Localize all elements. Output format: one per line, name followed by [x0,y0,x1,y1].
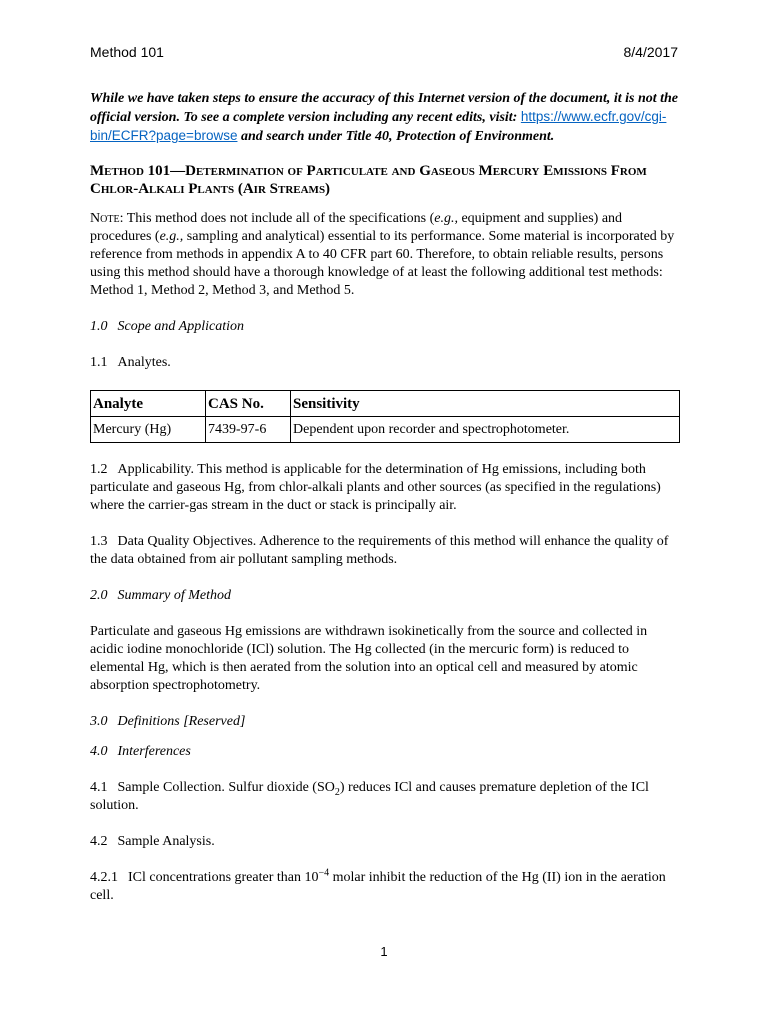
analytes-table [90,390,680,443]
section-title: Summary of Method [117,588,232,603]
note-eg: e.g., [434,211,458,226]
note-text: equipment and supplies) and procedures ( [90,211,623,244]
subsection-4-2 [90,833,680,851]
subsection-number: 4.2 [90,834,108,849]
section-heading-summary [90,587,680,605]
section-number: 2.0 [90,588,108,603]
section-title: Scope and Application [117,319,244,334]
table-cell: 7439-97-6 [206,417,291,443]
table-cell: Dependent upon recorder and spectrophotometer. [291,417,680,443]
note-label: Note [90,211,120,226]
note-paragraph [90,210,680,300]
table-row [91,417,680,443]
subsection-text: molar inhibit the reduction of the Hg (II) ion in the aeration cell. [90,870,666,903]
note-eg: e.g., [159,229,184,244]
document-body [90,90,680,923]
subsection-1-3 [90,533,680,569]
table-header-cell: Analyte [91,391,206,417]
section-title: Interferences [117,744,191,759]
table-cell: Mercury (Hg) [91,417,206,443]
table-header-cell: Sensitivity [291,391,680,417]
disclaimer-paragraph [90,90,680,146]
subsection-text: ICl concentrations greater than 10 [128,870,319,885]
subsection-text: Sample Collection. Sulfur dioxide (SO [117,780,335,795]
subsection-number: 4.1 [90,780,108,795]
superscript: −4 [318,867,330,879]
subsection-4-2-1 [90,869,680,905]
section-heading-scope [90,318,680,336]
subsection-text: Analytes. [117,355,171,370]
note-text: sampling and analytical) essential to its performance. Some material is incorporated by reference from methods in appendix A to 40 CFR part 60. Therefore, to obtain reliable results, persons using this method should have a thorough knowledge of at least the following additional test methods: Method 1, Method 2, Method 3, and Method 5. [90,229,675,298]
table-header-row [91,391,680,417]
subsection-text: Sample Analysis. [117,834,215,849]
method-title: Method 101—Determination of Particulate and Gaseous Mercury Emissions From Chlor-Alkali Plants (Air Streams) [90,163,647,197]
subsection-text: ) reduces ICl and causes premature depletion of the ICl solution. [90,780,649,813]
subsection-number: 1.1 [90,355,108,370]
subsection-text: Applicability. This method is applicable for the determination of Hg emissions, including both particulate and gaseous Hg, from chlor-alkali plants and other sources (as specified in the regulations) where the carrier-gas stream in the duct or stack is principally air. [90,462,661,513]
subsection-number: 1.2 [90,462,108,477]
header-date: 8/4/2017 [623,44,678,60]
section-number: 3.0 [90,714,108,729]
subsection-1-1 [90,354,680,372]
subsection-number: 4.2.1 [90,870,118,885]
section-heading-definitions [90,713,680,731]
note-text: : This method does not include all of the specifications ( [119,211,435,226]
section-title: Definitions [Reserved] [117,714,246,729]
section-number: 4.0 [90,744,108,759]
subsection-text: Data Quality Objectives. Adherence to the requirements of this method will enhance the quality of the data obtained from air pollutant sampling methods. [90,534,669,567]
disclaimer-text-after: and search under Title 40, Protection of Environment. [237,129,555,144]
page-number: 1 [380,944,388,959]
subsection-1-2 [90,461,680,515]
table-header-cell: CAS No. [206,391,291,417]
subsection-4-1 [90,779,680,815]
page-header [90,44,678,66]
header-document-name: Method 101 [90,44,164,60]
ecfr-link[interactable]: https://www.ecfr.gov/cgi-bin/ECFR?page=browse [90,109,667,143]
disclaimer-text: While we have taken steps to ensure the accuracy of this Internet version of the document, it is not the official version. To see a complete version including any recent edits, visit: [90,91,679,125]
subsection-number: 1.3 [90,534,108,549]
section-number: 1.0 [90,319,108,334]
section-heading-interferences [90,743,680,761]
subscript: 2 [334,786,340,798]
summary-paragraph: Particulate and gaseous Hg emissions are withdrawn isokinetically from the source and collected in acidic iodine monochloride (ICl) solution. The Hg collected (in the mercuric form) is reduced to elemental Hg, which is then aerated from the solution into an optical cell and measured by atomic absorption spectrophotometry. [90,624,648,693]
